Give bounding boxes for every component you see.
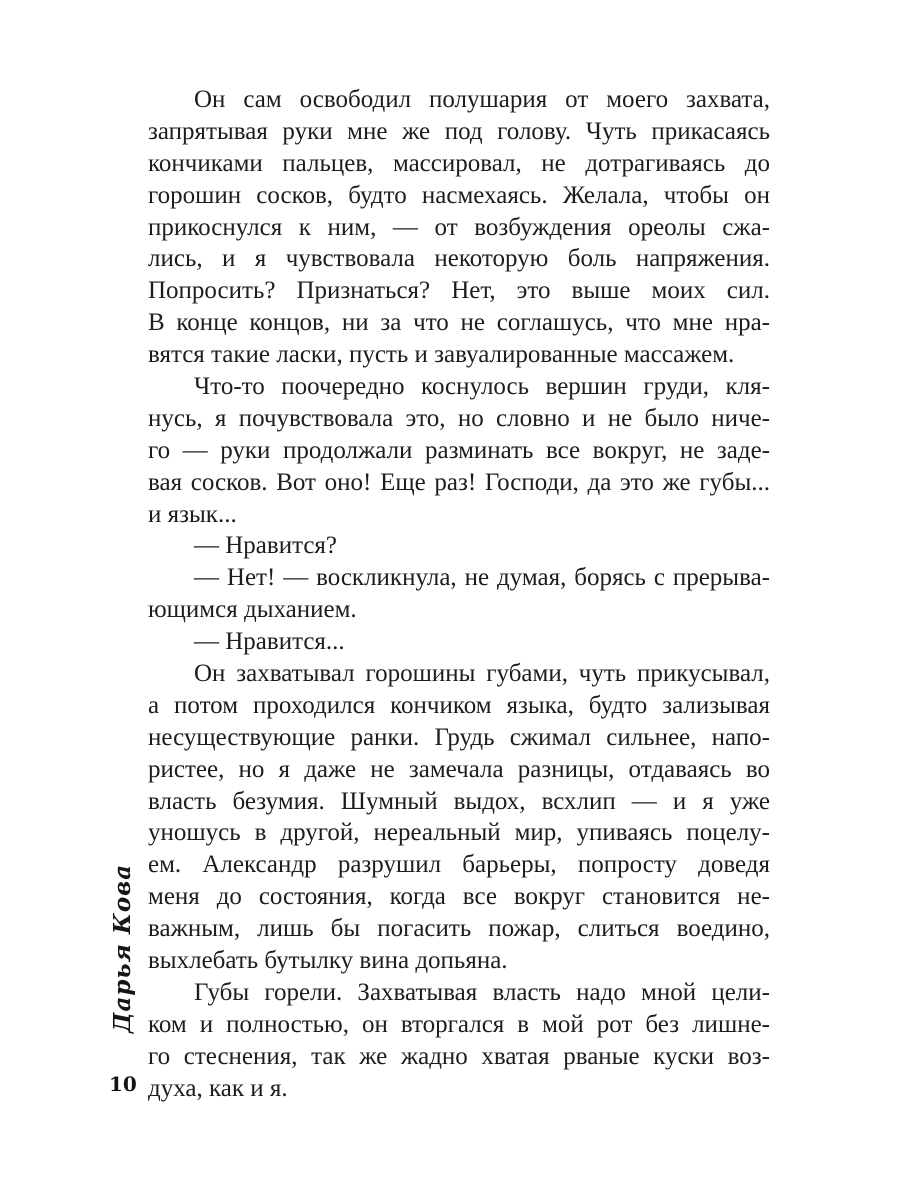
text-line: а потом проходился кончиком языка, будто зализывая bbox=[148, 691, 770, 719]
text-line: вая сосков. Вот оно! Еще раз! Господи, да это же губы... bbox=[148, 468, 770, 496]
text-line: ем. Александр разрушил барьеры, попросту доведя bbox=[148, 851, 770, 879]
text-line: власть безумия. Шумный выдох, всхлип — и я уже bbox=[148, 787, 770, 815]
text-line: вятся такие ласки, пусть и завуалированные массажем. bbox=[148, 341, 735, 369]
text-line: несуществующие ранки. Грудь сжимал сильнее, напо- bbox=[148, 723, 770, 751]
text-line: запрятывая руки мне же под голову. Чуть прикасаясь bbox=[148, 117, 770, 145]
text-line: меня до состояния, когда все вокруг становится не- bbox=[148, 883, 770, 911]
text-line: выхлебать бутылку вина допьяна. bbox=[148, 947, 508, 975]
text-line: го стеснения, так же жадно хватая рваные куски воз- bbox=[148, 1042, 770, 1070]
text-line: Попросить? Признаться? Нет, это выше моих сил. bbox=[148, 277, 770, 305]
text-line: прикоснулся к ним, — от возбуждения ореолы сжа- bbox=[148, 213, 770, 241]
text-line: Губы горели. Захватывая власть надо мной цели- bbox=[194, 978, 770, 1006]
text-block bbox=[148, 84, 770, 1105]
page-number: 10 bbox=[109, 1072, 137, 1096]
text-line: Он сам освободил полушария от моего захвата, bbox=[194, 86, 770, 113]
text-line: — Нравится... bbox=[194, 628, 345, 656]
text-line: уношусь в другой, нереальный мир, упиваясь поцелу- bbox=[148, 819, 770, 847]
text-line: ристее, но я даже не замечала разницы, отдаваясь во bbox=[148, 755, 770, 783]
text-line: важным, лишь бы погасить пожар, слиться воедино, bbox=[148, 915, 770, 943]
author-signature: Дарья Кова bbox=[109, 863, 136, 1033]
text-line: горошин сосков, будто насмехаясь. Желала, чтобы он bbox=[148, 181, 770, 209]
text-line: ющимся дыханием. bbox=[148, 596, 357, 624]
text-line: — Нравится? bbox=[194, 532, 338, 560]
text-line: лись, и я чувствовала некоторую боль напряжения. bbox=[148, 245, 770, 273]
text-line: В конце концов, ни за что не соглашусь, что мне нра- bbox=[148, 309, 770, 337]
text-line: — Нет! — воскликнула, не думая, борясь с прерыва- bbox=[194, 564, 770, 592]
text-line: го — руки продолжали разминать все вокруг, не заде- bbox=[148, 436, 770, 464]
text-line: ком и полностью, он вторгался в мой рот без лишне- bbox=[148, 1010, 770, 1038]
text-line: и язык... bbox=[148, 500, 237, 528]
text-line: духа, как и я. bbox=[148, 1074, 288, 1102]
text-line: нусь, я почувствовала это, но словно и не было ниче- bbox=[148, 404, 770, 432]
text-line: Что-то поочередно коснулось вершин груди, кля- bbox=[194, 373, 770, 401]
text-line: Он захватывал горошины губами, чуть прикусывал, bbox=[194, 660, 770, 688]
text-line: кончиками пальцев, массировал, не дотрагиваясь до bbox=[148, 149, 770, 177]
